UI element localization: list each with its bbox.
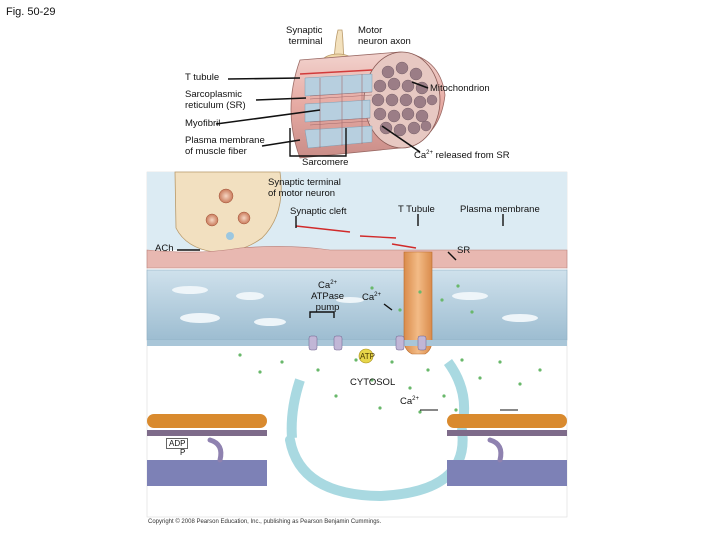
copyright-notice: Copyright © 2008 Pearson Education, Inc., publishing as Pearson Benjamin Cummings. [148, 519, 382, 525]
excitation-panel [147, 172, 567, 517]
label-synaptic-cleft: Synaptic cleft [290, 206, 347, 217]
label-ca-atpase-pump: $Ca^{2+}$ ATPase pump [311, 280, 345, 313]
label-sarcomere: Sarcomere [302, 157, 349, 168]
figure-label: Fig. 50-29 [6, 6, 56, 18]
label-p: P [180, 448, 186, 457]
label-sarcoplasmic-reticulum: Sarcoplasmic reticulum (SR) [185, 89, 246, 111]
label-synaptic-terminal: Synaptic terminal [286, 25, 323, 47]
label-motor-neuron-axon: Motor neuron axon [358, 25, 411, 47]
label-ca-released: $Ca^{2+}$ released from SR [414, 150, 510, 162]
label-t-tubule-top: T tubule [185, 72, 220, 83]
label-ca-ion-2: $Ca^{2+}$ [400, 396, 419, 408]
label-sr: SR [457, 245, 471, 256]
label-plasma-membrane-muscle: Plasma membrane of muscle fiber [185, 135, 265, 157]
label-adp: ADP [166, 438, 188, 449]
sarcoplasmic-reticulum [147, 270, 567, 340]
label-plasma-membrane: Plasma membrane [460, 204, 540, 215]
label-synaptic-terminal-motor: Synaptic terminal of motor neuron [268, 177, 341, 199]
label-ca-ion-1: $Ca^{2+}$ [362, 292, 381, 304]
label-cytosol: CYTOSOL [350, 377, 396, 388]
label-t-tubule-bottom: T Tubule [398, 204, 435, 215]
muscle-fiber-illustration [290, 30, 445, 158]
label-mitochondrion: Mitochondrion [430, 83, 490, 94]
sr-lower-membrane [147, 340, 567, 346]
label-ach: ACh [155, 243, 174, 254]
label-atp: ATP [360, 352, 375, 361]
label-myofibril: Myofibril [185, 118, 221, 129]
